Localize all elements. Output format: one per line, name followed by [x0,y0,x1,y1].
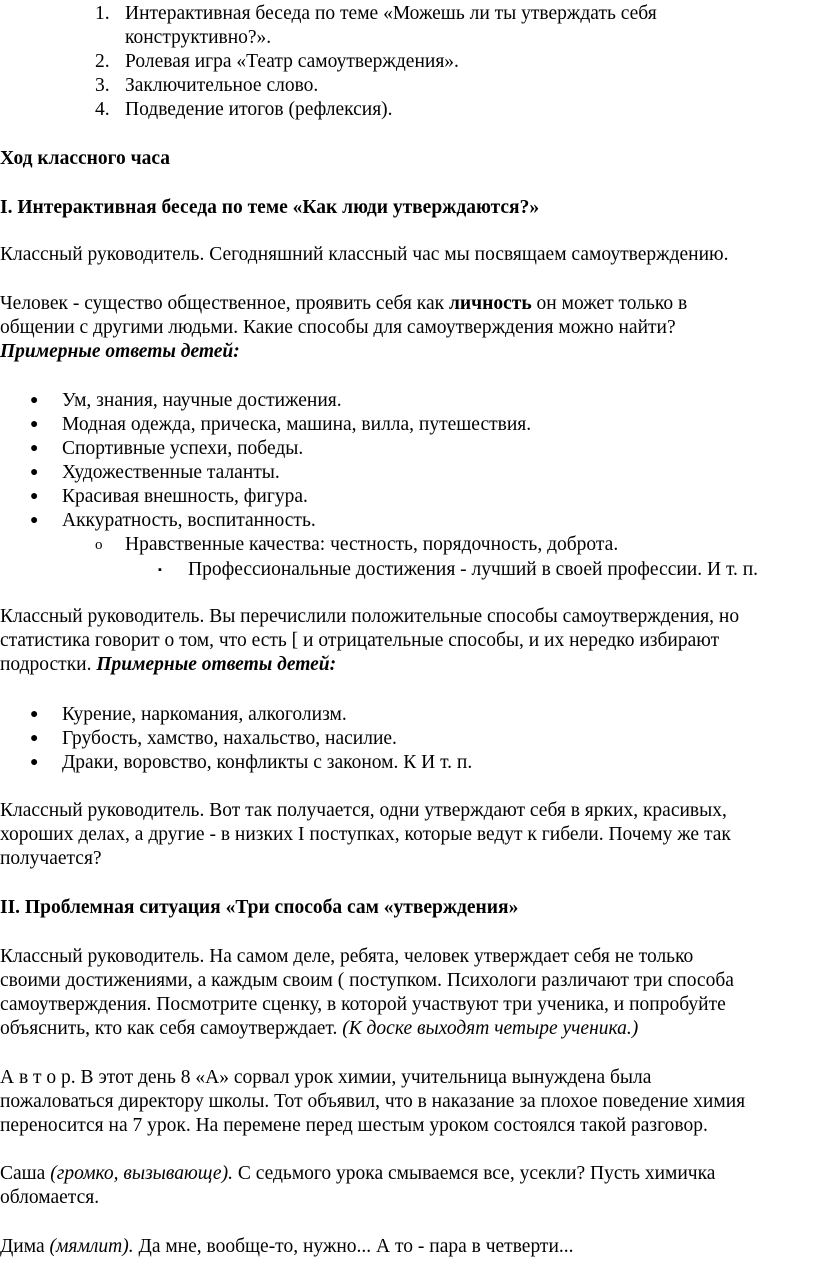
paragraph-line [0,1017,638,1041]
text-run: Человек - существо общественное, проявить себя как [0,293,449,314]
list-text-continuation: конструктивно?». [125,27,272,48]
paragraph-line: своими достижениями, а каждым своим ( поступком. Психологи различают три способа [0,970,734,991]
section-title: II. Проблемная ситуация «Три способа сам «утверждения» [0,897,519,918]
list-number: 1. [95,3,110,24]
list-text: Подведение итогов (рефлексия). [125,99,393,120]
list-text: Ум, знания, научные достижения. [62,390,342,411]
text-run: объяснить, кто как себя самоутверждает. [0,1018,343,1039]
paragraph-line: хороших делах, а другие - в низких I поступках, которые ведут к гибели. Почему же так [0,824,731,845]
heading-course: Ход классного часа [0,148,171,169]
text-run: Да мне, вообще-то, нужно... А то - пара в четверти... [133,1236,574,1257]
paragraph-line: самоутверждения. Посмотрите сценку, в которой участвуют три ученика, и попробуйте [0,994,726,1015]
paragraph-line [0,653,336,677]
list-text: Модная одежда, прическа, машина, вилла, путешествия. [62,414,532,435]
bullet-icon: ● [30,707,39,722]
paragraph-line: обломается. [0,1187,100,1208]
dialogue-line [0,1162,715,1186]
answers-label: Примерные ответы детей: [0,341,240,362]
list-text: Заключительное слово. [125,75,319,96]
paragraph-line: переносится на 7 урок. На перемене перед шестым уроком состоялся такой разговор. [0,1115,708,1136]
answers-label: Примерные ответы детей: [96,654,337,675]
paragraph-line: общении с другими людьми. Какие способы для самоутверждения можно найти? [0,317,676,338]
list-number: 2. [95,51,110,72]
list-text: Аккуратность, воспитанность. [62,510,316,531]
bullet-icon: ● [30,441,39,456]
list-number: 4. [95,99,110,120]
bullet-icon: ● [30,513,39,528]
text-run: он может только в [531,293,688,314]
bullet-icon: ● [30,417,39,432]
list-text: Грубость, хамство, нахальство, насилие. [62,728,397,749]
paragraph-line: Классный руководитель. Вы перечислили положительные способы самоутверждения, но [0,606,740,627]
list-text: Интерактивная беседа по теме «Можешь ли ты утверждать себя [125,3,657,24]
list-text: Красивая внешность, фигура. [62,486,308,507]
square-bullet-icon: ▪ [158,564,162,576]
list-number: 3. [95,75,110,96]
paragraph-line: Классный руководитель. На самом деле, ребята, человек утверждает себя не только [0,946,694,967]
speaker-name: Саша [0,1163,51,1184]
stage-direction: (громко, вызывающе). [50,1163,233,1184]
list-text: Художественные таланты. [62,462,280,483]
stage-direction: (мямлит). [49,1236,134,1257]
text-run: С седьмого урока смываемся все, усекли? Пусть химичка [232,1163,716,1184]
text-run: подростки. [0,654,97,675]
paragraph-line: Классный руководитель. Сегодняшний классный час мы посвящаем самоутверждению. [0,244,729,265]
bullet-icon: ● [30,393,39,408]
list-text: Нравственные качества: честность, порядочность, доброта. [125,534,619,555]
paragraph-line: пожаловаться директору школы. Тот объявил, что в наказание за плохое поведение химия [0,1091,746,1112]
list-text: Спортивные успехи, победы. [62,438,304,459]
list-text: Ролевая игра «Театр самоутверждения». [125,51,459,72]
paragraph-line: получается? [0,848,102,869]
speaker-name: Дима [0,1236,50,1257]
list-text: Драки, воровство, конфликты с законом. К И т. п. [62,752,473,773]
bullet-icon: ● [30,755,39,770]
bullet-icon: ● [30,465,39,480]
list-text: Профессиональные достижения - лучший в своей профессии. И т. п. [188,559,759,580]
bullet-icon: ● [30,731,39,746]
bold-term: личность [448,293,532,314]
stage-direction: (К доске выходят четыре ученика.) [342,1018,639,1039]
circle-bullet-icon: o [95,537,103,553]
paragraph-line: статистика говорит о том, что есть [ и отрицательные способы, и их нередко избирают [0,630,720,651]
paragraph-line: А в т о р. В этот день 8 «А» сорвал урок химии, учительница вынуждена была [0,1067,652,1088]
paragraph-line: Классный руководитель. Вот так получается, одни утверждают себя в ярких, красивых, [0,800,727,821]
bullet-icon: ● [30,489,39,504]
paragraph-line [0,292,687,316]
section-title: I. Интерактивная беседа по теме «Как люди утверждаются?» [0,197,540,218]
dialogue-line [0,1235,574,1259]
list-text: Курение, наркомания, алкоголизм. [62,704,347,725]
